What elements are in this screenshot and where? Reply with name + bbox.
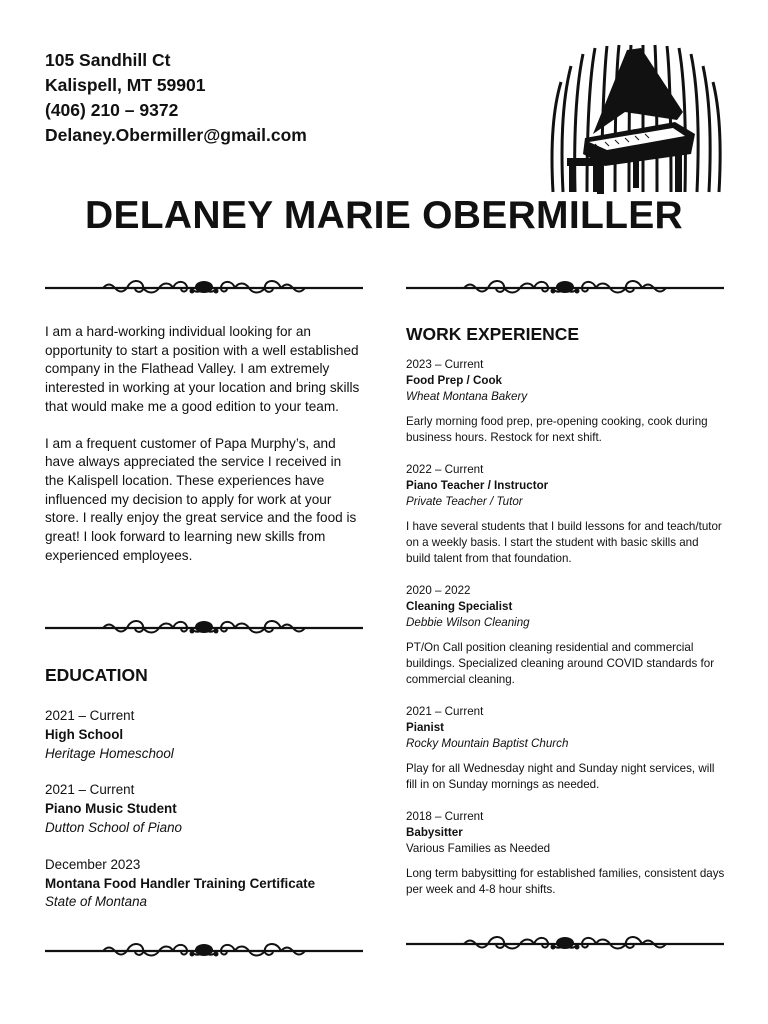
job-company: Wheat Montana Bakery (406, 390, 528, 403)
contact-street: 105 Sandhill Ct (45, 50, 171, 70)
job-date: 2023 – Current (406, 358, 484, 371)
ornamental-divider (45, 618, 363, 638)
job-item (406, 357, 726, 446)
education-item (45, 781, 363, 837)
summary-section (45, 323, 363, 565)
contact-block (45, 48, 307, 148)
job-company: Private Teacher / Tutor (406, 495, 523, 508)
education-date: 2021 – Current (45, 782, 135, 798)
job-date: 2018 – Current (406, 810, 484, 823)
job-item (406, 462, 726, 567)
job-description: Play for all Wednesday night and Sunday night services, will fill in on Sunday mornings as needed. (406, 762, 715, 791)
job-title: Pianist (406, 721, 445, 734)
ornamental-divider (406, 278, 724, 298)
contact-phone: (406) 210 – 9372 (45, 100, 179, 120)
job-title: Food Prep / Cook (406, 374, 502, 387)
job-description: PT/On Call position cleaning residential and commercial buildings. Specialized cleaning around COVID standards for commercial cleaning. (406, 641, 715, 686)
education-date: 2021 – Current (45, 708, 135, 723)
job-description: Early morning food prep, pre-opening cooking, cook during business hours. Restock for next shift. (406, 415, 708, 444)
education-title: EDUCATION (45, 665, 148, 685)
job-description: Long term babysitting for established families, consistent days per week and 4-8 hour shifts. (406, 867, 725, 896)
ornamental-divider (45, 278, 363, 298)
ornamental-divider (406, 934, 724, 954)
job-company: Debbie Wilson Cleaning (406, 616, 530, 629)
education-place: State of Montana (45, 894, 147, 910)
education-title: Piano Music Student (45, 801, 177, 817)
work-title: WORK EXPERIENCE (406, 324, 580, 344)
applicant-name: DELANEY MARIE OBERMILLER (84, 194, 683, 237)
job-title: Piano Teacher / Instructor (406, 479, 549, 492)
job-date: 2020 – 2022 (406, 584, 471, 597)
job-date: 2021 – Current (406, 705, 484, 718)
contact-city: Kalispell, MT 59901 (45, 75, 206, 95)
education-item (45, 856, 363, 912)
job-company: Various Families as Needed (406, 842, 551, 855)
ornamental-divider (45, 941, 363, 961)
summary-paragraph: I am a frequent customer of Papa Murphy’s, and have always appreciated the service I received in the Kalispell location. These experiences have influenced my decision to apply for work at your store. I really enjoy the great service and the food is great! I look forward to learning new skills from experienced employees. (45, 435, 357, 563)
job-date: 2022 – Current (406, 463, 484, 476)
education-place: Dutton School of Piano (45, 819, 182, 835)
job-item (406, 809, 726, 898)
job-company: Rocky Mountain Baptist Church (406, 737, 569, 750)
summary-paragraph: I am a hard-working individual looking for an opportunity to start a position with a well established company in the Flathead Valley. I am extremely interested in working at your location and bring skills that would make me a good edition to your team. (45, 324, 360, 414)
job-title: Babysitter (406, 826, 463, 839)
education-title: Montana Food Handler Training Certificate (45, 875, 316, 891)
education-item (45, 707, 363, 763)
work-section (406, 324, 726, 914)
education-section (45, 665, 363, 930)
education-place: Heritage Homeschool (45, 745, 174, 761)
grand-piano-icon (545, 42, 727, 200)
education-date: December 2023 (45, 856, 141, 872)
contact-email: Delaney.Obermiller@gmail.com (45, 125, 307, 145)
job-item (406, 704, 726, 793)
job-description: I have several students that I build lessons for and teach/tutor on a weekly basis. I start the student with basic skills and build talent from that foundation. (406, 520, 722, 565)
education-title: High School (45, 726, 124, 742)
job-item (406, 583, 726, 688)
job-title: Cleaning Specialist (406, 600, 513, 613)
